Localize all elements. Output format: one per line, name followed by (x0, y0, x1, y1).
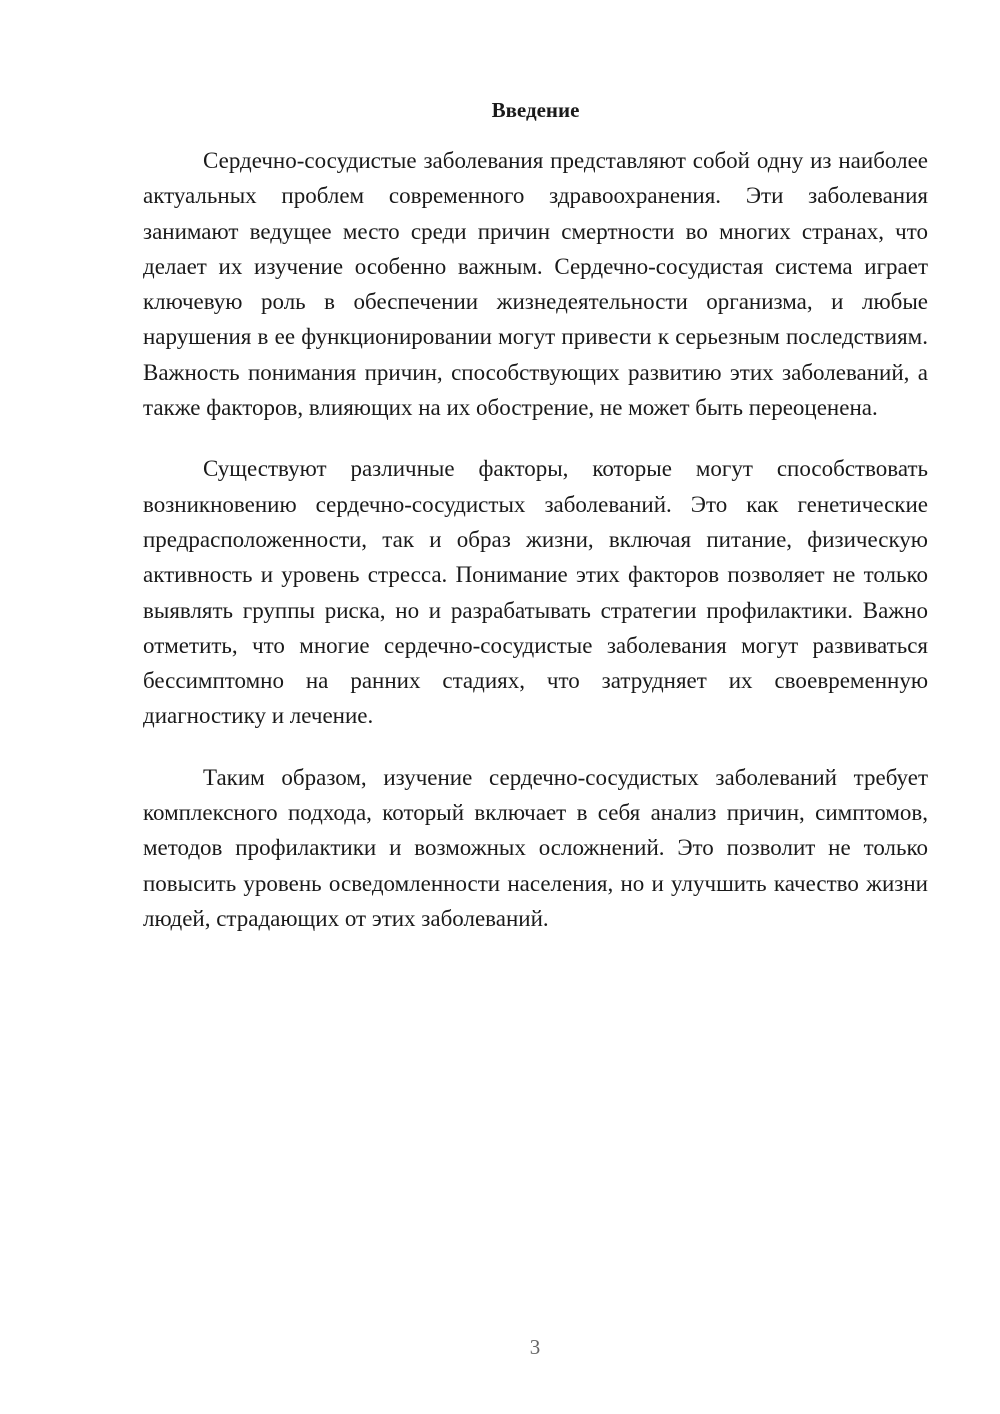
section-heading: Введение (491, 98, 580, 122)
paragraph-conclusion: Таким образом, изучение сердечно-сосудистых заболеваний требует комплексного подхода, который включает в себя анализ причин, симптомов, методов профилактики и возможных осложнений. Это позволит не только повысить уровень осведомленности населения, но и улучшить качество жизни людей, страдающих от этих заболеваний. (143, 764, 928, 931)
paragraph-intro: Сердечно-сосудистые заболевания представляют собой одну из наиболее актуальных проблем современного здравоохранения. Эти заболевания занимают ведущее место среди причин смертности во многих странах, что делает их изучение особенно важным. Сердечно-сосудистая система играет ключевую роль в обеспечении жизнедеятельности организма, и любые нарушения в ее функционировании могут привести к серьезным последствиям. Важность понимания причин, способствующих развитию этих заболеваний, а также факторов, влияющих на их обострение, не может быть переоценена. (143, 148, 928, 421)
page-number: 3 (529, 1335, 541, 1359)
paragraph-risk-factors: Существуют различные факторы, которые могут способствовать возникновению сердечно-сосудистых заболеваний. Это как генетические предрасположенности, так и образ жизни, включая питание, физическую активность и уровень стресса. Понимание этих факторов позволяет не только выявлять группы риска, но и разрабатывать стратегии профилактики. Важно отметить, что многие сердечно-сосудистые заболевания могут развиваться бессимптомно на ранних стадиях, что затрудняет их своевременную диагностику и лечение. (143, 456, 928, 729)
body-text (143, 143, 928, 962)
